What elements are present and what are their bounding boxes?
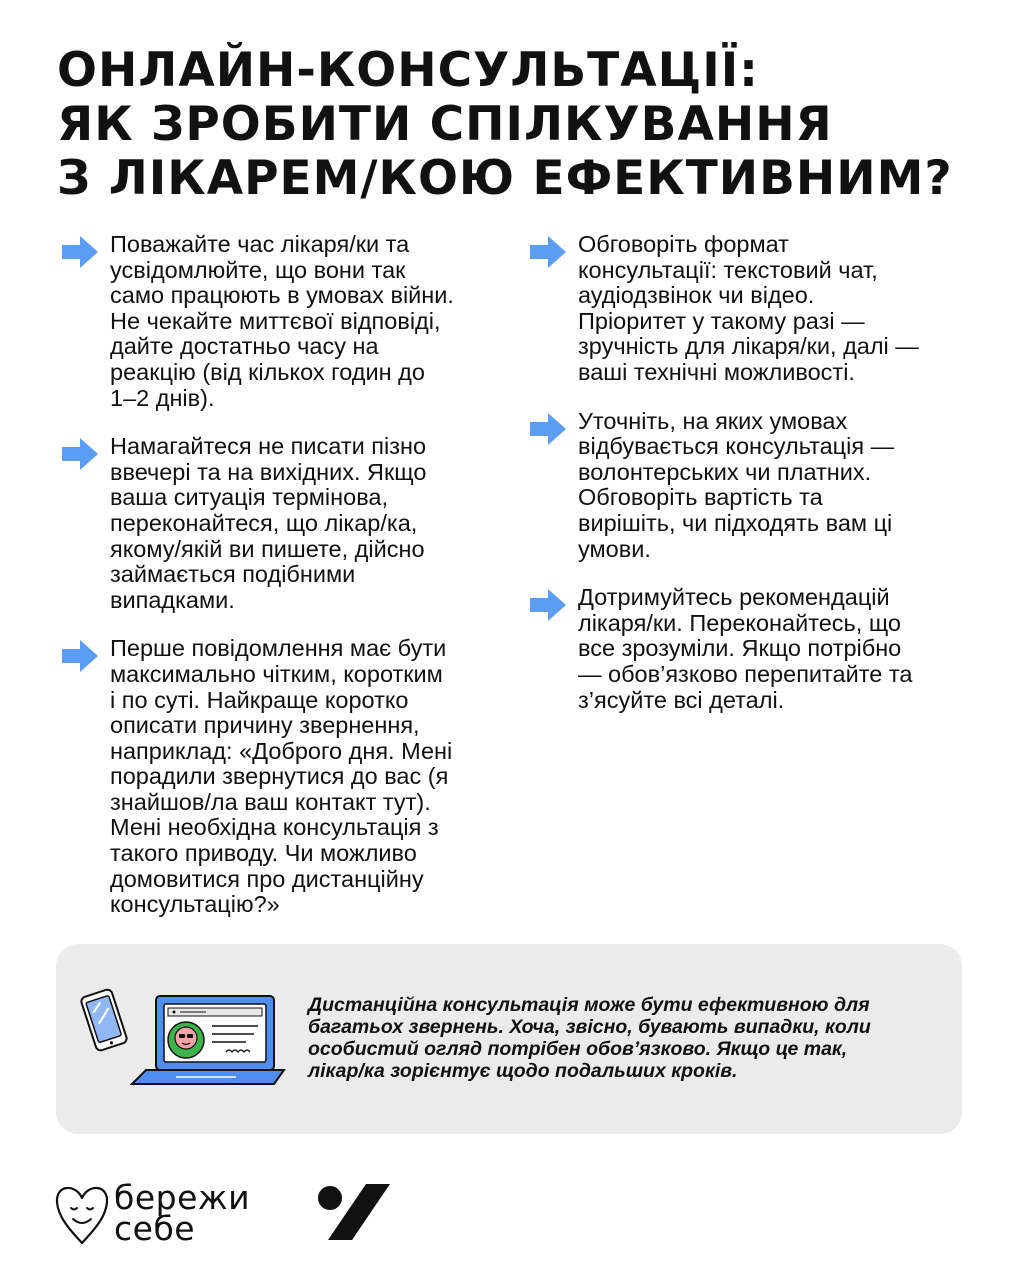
title-line-3: З ЛІКАРЕМ/КОЮ ЕФЕКТИВНИМ?	[57, 151, 953, 206]
tip-item	[60, 636, 520, 918]
tip-item	[528, 232, 978, 386]
tip-text: Дотримуйтесь рекомендацій лікаря/ки. Переконайтесь, що все зрозуміли. Якщо потрібно — обов’язково перепитайте та з’ясуйте всі деталі.	[578, 584, 913, 713]
arrow-right-icon	[528, 232, 568, 272]
arrow-right-icon	[60, 636, 100, 676]
tip-text: Уточніть, на яких умовах відбувається консультація — волонтерських чи платних. Обговоріть вартість та вирішіть, чи підходять вам ці умови.	[578, 407, 895, 562]
note-text: Дистанційна консультація може бути ефективною для багатьох звернень. Хоча, звісно, бувають випадки, коли особистий огляд потрібен обов’язково. Якщо це так, лікар/ка зорієнтує щодо подальших кроків.	[308, 994, 871, 1082]
title-line-1: ОНЛАЙН-КОНСУЛЬТАЦІЇ:	[57, 43, 759, 98]
tip-item	[60, 434, 520, 613]
smiling-heart-icon	[54, 1180, 110, 1246]
tip-text: Поважайте час лікаря/ки та усвідомлюйте, що вони так само працюють в умовах війни. Не чекайте миттєвої відповіді, дайте достатньо часу на реакцію (від кількох годин до 1–2 днів).	[110, 231, 454, 411]
brand-line-2: себе	[114, 1209, 196, 1248]
arrow-right-icon	[528, 409, 568, 449]
tip-text: Намагайтеся не писати пізно ввечері та на вихідних. Якщо ваша ситуація термінова, переконайтеся, що лікар/ка, якому/якій ви пишете, дійсно займається подібними випадками.	[110, 433, 427, 613]
page-title	[57, 44, 997, 206]
arrow-right-icon	[528, 585, 568, 625]
tips-column-left	[60, 232, 520, 941]
arrow-right-icon	[60, 232, 100, 272]
tip-text: Перше повідомлення має бути максимально чітким, коротким і по суті. Найкраще коротко описати причину звернення, наприклад: «Доброго дня. Мені порадили звернутися до вас (я знайшов/ла ваш контакт тут). Мені необхідна консультація з такого приводу. Чи можливо домовитися про дистанційну консультацію?»	[110, 635, 453, 918]
tip-item	[528, 585, 978, 713]
tip-text: Обговоріть формат консультації: текстовий чат, аудіодзвінок чи відео. Пріоритет у такому разі — зручність для лікаря/ки, далі — ваші технічні можливості.	[578, 231, 919, 385]
arrow-right-icon	[60, 434, 100, 474]
brand-name	[114, 1178, 251, 1248]
tip-item	[528, 409, 978, 563]
phone-and-laptop-video-call-illustration	[76, 988, 286, 1088]
title-line-2: ЯК ЗРОБИТИ СПІЛКУВАННЯ	[57, 97, 833, 152]
tips-column-right	[528, 232, 978, 736]
partner-logo-icon	[316, 1182, 392, 1242]
brand-logo	[54, 1180, 294, 1246]
note-box	[56, 944, 962, 1134]
tip-item	[60, 232, 520, 411]
brand-line-1: бережи	[114, 1178, 251, 1217]
